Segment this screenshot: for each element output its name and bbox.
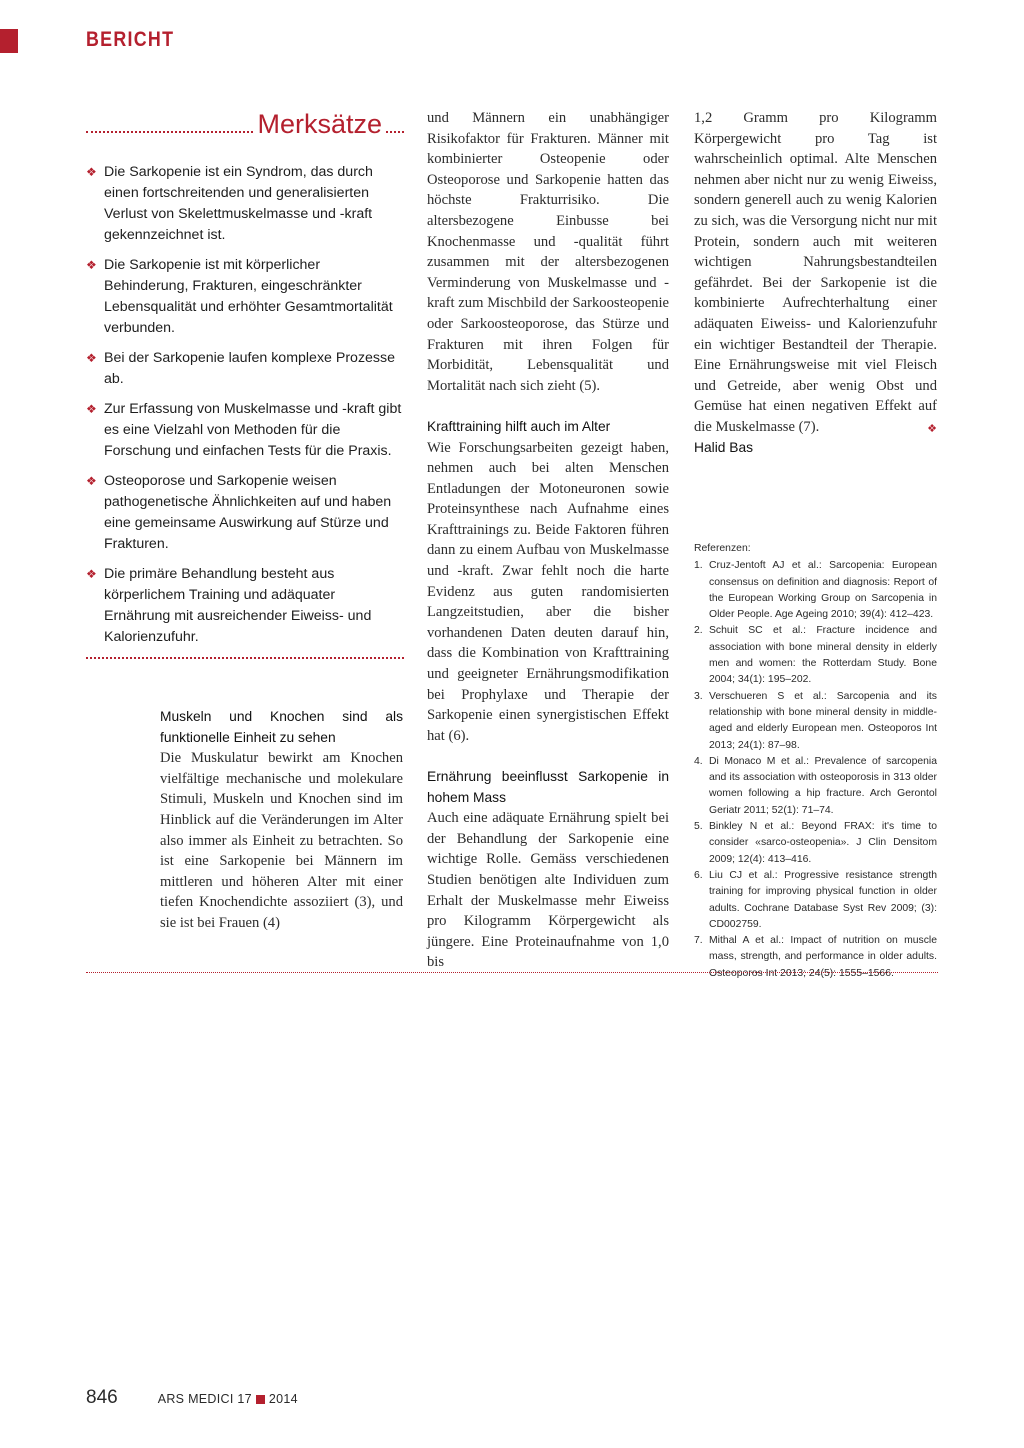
merksatz-item: ❖ Bei der Sarkopenie laufen komplexe Prozesse ab.	[86, 350, 396, 387]
paragraph: 1,2 Gramm pro Kilogramm Körpergewicht pro Tag ist wahrscheinlich optimal. Alte Menschen nehmen aber nicht nur zu wenig Eiweiss, sondern generell auch zu wenig Kalorien zu sich, was die Versorgung nicht nur mit Protein, sondern auch mit weiteren wichtigen Nahrungsbestandteilen gefährdet. Bei der Sarkopenie ist die kombinierte Aufrechterhaltung einer adäquaten Eiweiss- und Kalorienzufuhr ein wichtiger Bestandteil der Therapie. Eine Ernährungsweise mit viel Fleisch und Getreide, aber wenig Obst und Gemüse hat einen negativen Effekt auf die Muskelmasse (7). ❖	[694, 108, 937, 438]
reference-item: 7. Mithal A et al.: Impact of nutrition on muscle mass, strength, and performance in older adults. Osteoporos Int 2013; 24(5): 1555–1566.	[694, 935, 937, 979]
merksaetze-header	[86, 106, 404, 140]
diamond-cluster-icon: ❖	[86, 165, 97, 179]
author-name: Halid Bas	[694, 439, 754, 455]
diamond-cluster-icon: ❖	[86, 258, 97, 272]
diamond-cluster-icon: ❖	[86, 474, 97, 488]
merksatz-item: ❖ Osteoporose und Sarkopenie weisen pathogenetische Ähnlichkeiten auf und haben eine gemeinsame Auswirkung auf Stürze und Frakturen.	[86, 473, 392, 552]
paragraph: und Männern ein unabhängiger Risikofaktor für Frakturen. Männer mit kombinierter Osteopenie oder Osteoporose und Sarkopenie hatten das höchste Frakturrisiko. Die altersbezogene Einbusse bei Knochenmasse und -qualität führt zusammen mit der altersbezogenen Verminderung von Muskelmasse und -kraft zum Mischbild der Sarkoosteopenie oder Sarkoosteoporose, das Stürze und Frakturen mit ihren Folgen für Morbidität, Lebensqualität und Mortalität nach sich zieht (5).	[427, 110, 669, 394]
end-mark-icon: ❖	[927, 422, 937, 435]
references	[694, 541, 937, 982]
reference-item: 1. Cruz-Jentoft AJ et al.: Sarcopenia: European consensus on definition and diagnosis: Report of the European Working Group on Sarcopenia in Older People. Age Ageing 2010; 39(4): 412–423.	[694, 560, 937, 621]
journal-name: ARS MEDICI 17 2014	[157, 1392, 298, 1406]
reference-item: 2. Schuit SC et al.: Fracture incidence and association with bone mineral density in elderly men and women: the Rotterdam Study. Bone 2004; 34(1): 195–202.	[694, 625, 937, 686]
merksatz-item: ❖ Die primäre Behandlung besteht aus körperlichem Training und adäquater Ernährung mit ausreichender Eiweiss- und Kalorienzufuhr.	[86, 566, 372, 645]
reference-item: 6. Liu CJ et al.: Progressive resistance strength training for improving physical function in older adults. Cochrane Database Syst Rev 2009; (3): CD002759.	[694, 869, 937, 930]
dotted-leader	[86, 131, 253, 133]
article-column-3	[694, 108, 937, 458]
page-footer	[86, 1387, 298, 1409]
merksatz-item: ❖ Die Sarkopenie ist mit körperlicher Behinderung, Frakturen, eingeschränkter Lebensqualität und erhöhter Gesamtmortalität verbunden.	[86, 257, 393, 336]
section-heading: Ernährung beeinflusst Sarkopenie in hohem Mass	[427, 769, 669, 805]
reference-item: 3. Verschueren S et al.: Sarcopenia and its relationship with bone mineral density in middle-aged and elderly European men. Osteoporos Int 2013; 24(1): 87–98.	[694, 690, 937, 751]
article-column-2	[427, 108, 669, 973]
square-icon	[256, 1395, 265, 1404]
merksaetze-title: Merksätze	[257, 109, 382, 139]
references-title: Referenzen:	[694, 543, 751, 554]
diamond-cluster-icon: ❖	[86, 567, 97, 581]
section-heading: Krafttraining hilft auch im Alter	[427, 418, 611, 434]
page-number: 846	[86, 1387, 118, 1408]
diamond-cluster-icon: ❖	[86, 402, 97, 416]
dotted-leader	[386, 131, 404, 133]
section-title: BERICHT	[86, 28, 175, 51]
divider	[86, 972, 938, 973]
diamond-cluster-icon: ❖	[86, 351, 97, 365]
paragraph: Auch eine adäquate Ernährung spielt bei der Behandlung der Sarkopenie eine wichtige Rolle. Gemäss verschiedenen Studien benötigen alte Individuen zum Erhalt der Muskelmasse mehr Eiweiss pro Kilogramm Körpergewicht als jüngere. Eine Proteinaufnahme von 1,0 bis	[427, 810, 669, 971]
section-marker	[0, 29, 18, 53]
merksaetze-list	[86, 162, 404, 657]
merksatz-item: ❖ Zur Erfassung von Muskelmasse und -kraft gibt es eine Vielzahl von Methoden für die Forschung und einfachen Tests für die Praxis.	[86, 401, 402, 459]
article-column-1	[160, 707, 403, 934]
section-heading: Muskeln und Knochen sind als funktionelle Einheit zu sehen	[160, 709, 403, 745]
merksatz-item: ❖ Die Sarkopenie ist ein Syndrom, das durch einen fortschreitenden und generalisierten Verlust von Skelettmuskelmasse und -kraft gekennzeichnet ist.	[86, 164, 373, 243]
reference-list	[694, 558, 937, 982]
reference-item: 5. Binkley N et al.: Beyond FRAX: it's time to consider «sarco-osteopenia». J Clin Densitom 2009; 12(4): 413–416.	[694, 821, 937, 865]
divider	[86, 657, 404, 659]
reference-item: 4. Di Monaco M et al.: Prevalence of sarcopenia and its association with osteoporosis in 313 older women following a hip fracture. Arch Gerontol Geriatr 2011; 52(1): 71–74.	[694, 755, 937, 816]
paragraph: Wie Forschungsarbeiten gezeigt haben, nehmen auch bei alten Menschen Entladungen der Motoneuronen sowie Proteinsynthese nach Aufnahme eines Krafttrainings zu. Beide Faktoren führen dann zu einem Aufbau von Muskelmasse und -kraft. Zwar fehlt noch die harte Evidenz aus guten randomisierten Langzeitstudien, aber die bisher vorhandenen Daten deuten darauf hin, dass die Kombination von Krafttraining und geeigneter Ernährungsmodifikation bei Prophylaxe und Therapie der Sarkopenie einen synergistischen Effekt hat (6).	[427, 439, 669, 744]
paragraph: Die Muskulatur bewirkt am Knochen vielfältige mechanische und molekulare Stimuli, Muskeln und Knochen sind im Hinblick auf die Veränderungen im Alter also immer als Einheit zu betrachten. So ist eine Sarkopenie bei Männern im mittleren und höheren Alter mit einer tiefen Knochendichte assoziiert (3), und sie ist bei Frauen (4)	[160, 750, 403, 931]
